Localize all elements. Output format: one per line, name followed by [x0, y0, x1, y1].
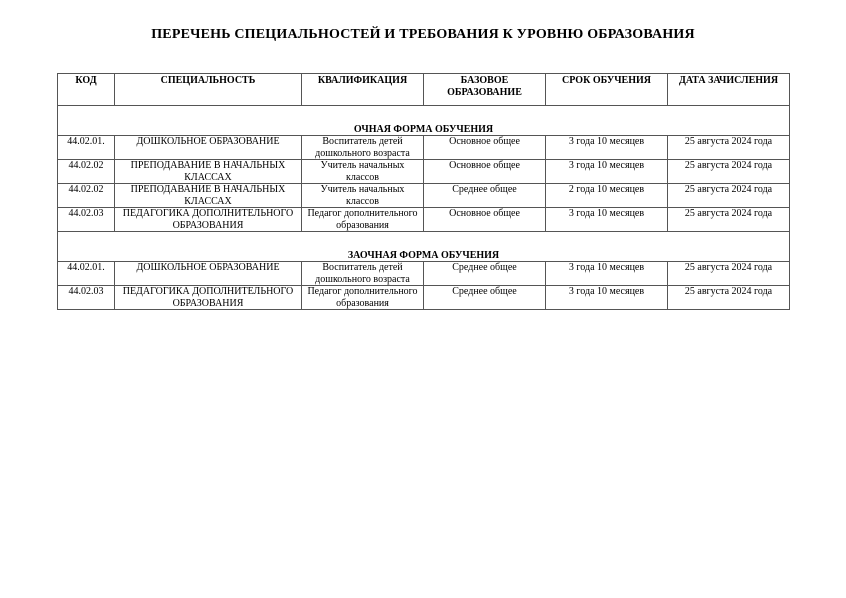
cell-specialty: ПРЕПОДАВАНИЕ В НАЧАЛЬНЫХ КЛАССАХ — [115, 184, 302, 208]
cell-code: 44.02.03 — [58, 208, 115, 232]
cell-specialty: ДОШКОЛЬНОЕ ОБРАЗОВАНИЕ — [115, 136, 302, 160]
cell-date: 25 августа 2024 года — [668, 160, 790, 184]
section-title: ОЧНАЯ ФОРМА ОБУЧЕНИЯ — [58, 106, 790, 136]
cell-duration: 3 года 10 месяцев — [546, 160, 668, 184]
table-row — [58, 136, 790, 160]
table-row — [58, 286, 790, 310]
cell-qualification: Педагог дополнительного образования — [302, 286, 424, 310]
cell-specialty: ДОШКОЛЬНОЕ ОБРАЗОВАНИЕ — [115, 262, 302, 286]
cell-specialty: ПЕДАГОГИКА ДОПОЛНИТЕЛЬНОГО ОБРАЗОВАНИЯ — [115, 286, 302, 310]
cell-qualification: Воспитатель детей дошкольного возраста — [302, 262, 424, 286]
table-row — [58, 160, 790, 184]
cell-duration: 3 года 10 месяцев — [546, 262, 668, 286]
cell-code: 44.02.02 — [58, 184, 115, 208]
section-row-full-time — [58, 106, 790, 136]
cell-qualification: Учитель начальных классов — [302, 160, 424, 184]
cell-date: 25 августа 2024 года — [668, 262, 790, 286]
page-title: ПЕРЕЧЕНЬ СПЕЦИАЛЬНОСТЕЙ И ТРЕБОВАНИЯ К УРОВНЮ ОБРАЗОВАНИЯ — [151, 27, 695, 42]
cell-date: 25 августа 2024 года — [668, 208, 790, 232]
cell-specialty: ПЕДАГОГИКА ДОПОЛНИТЕЛЬНОГО ОБРАЗОВАНИЯ — [115, 208, 302, 232]
cell-code: 44.02.02 — [58, 160, 115, 184]
cell-base-education: Среднее общее — [424, 184, 546, 208]
cell-date: 25 августа 2024 года — [668, 286, 790, 310]
cell-duration: 2 года 10 месяцев — [546, 184, 668, 208]
cell-base-education: Основное общее — [424, 136, 546, 160]
cell-code: 44.02.01. — [58, 136, 115, 160]
table-row — [58, 208, 790, 232]
section-row-part-time — [58, 232, 790, 262]
cell-qualification: Воспитатель детей дошкольного возраста — [302, 136, 424, 160]
header-duration: СРОК ОБУЧЕНИЯ — [546, 74, 668, 106]
cell-base-education: Основное общее — [424, 160, 546, 184]
section-title: ЗАОЧНАЯ ФОРМА ОБУЧЕНИЯ — [58, 232, 790, 262]
cell-duration: 3 года 10 месяцев — [546, 286, 668, 310]
header-specialty: СПЕЦИАЛЬНОСТЬ — [115, 74, 302, 106]
header-base-education: БАЗОВОЕ ОБРАЗОВАНИЕ — [424, 74, 546, 106]
header-qualification: КВАЛИФИКАЦИЯ — [302, 74, 424, 106]
cell-duration: 3 года 10 месяцев — [546, 136, 668, 160]
cell-specialty: ПРЕПОДАВАНИЕ В НАЧАЛЬНЫХ КЛАССАХ — [115, 160, 302, 184]
cell-duration: 3 года 10 месяцев — [546, 208, 668, 232]
cell-base-education: Среднее общее — [424, 262, 546, 286]
header-enrollment-date: ДАТА ЗАЧИСЛЕНИЯ — [668, 74, 790, 106]
cell-base-education: Основное общее — [424, 208, 546, 232]
table-row — [58, 262, 790, 286]
cell-qualification: Учитель начальных классов — [302, 184, 424, 208]
header-code: КОД — [58, 74, 115, 106]
cell-date: 25 августа 2024 года — [668, 136, 790, 160]
cell-code: 44.02.03 — [58, 286, 115, 310]
cell-qualification: Педагог дополнительного образования — [302, 208, 424, 232]
cell-code: 44.02.01. — [58, 262, 115, 286]
cell-base-education: Среднее общее — [424, 286, 546, 310]
specialties-table — [57, 73, 790, 310]
table-row — [58, 184, 790, 208]
table-header-row — [58, 74, 790, 106]
cell-date: 25 августа 2024 года — [668, 184, 790, 208]
